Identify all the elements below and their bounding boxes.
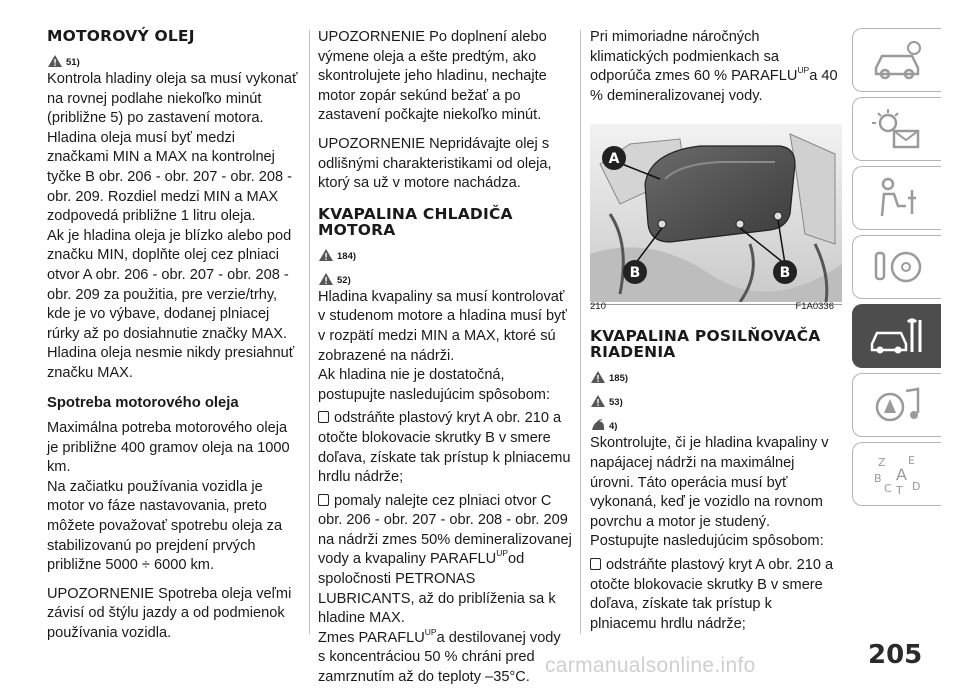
safety-icon (868, 176, 926, 220)
checkbox-bullet-icon (318, 411, 329, 423)
tab-index[interactable] (852, 442, 941, 506)
svg-text:B: B (874, 472, 882, 485)
tab-multimedia[interactable] (852, 373, 941, 437)
paragraph: Ak je hladina oleja je blízko alebo pod značku MIN, doplňte olej cez plniaci otvor A obr. 206 - obr. 207 - obr. 208 - obr. 209 za použitia, pre verzie/trhy, kde je vo výbave, dodanej plniacej rúrky až po dosiahnutie značky MAX. (47, 227, 292, 342)
tab-car-info[interactable] (852, 28, 941, 92)
svg-text:T: T (896, 484, 903, 496)
warning-triangle-icon (590, 394, 606, 408)
paragraph: Pri mimoriadne náročných klimatických podmienkach sa odporúča zmes 60 % $PARAFLU^{UP}a$ 40 % demineralizovanej vody. (590, 29, 838, 104)
section-title-engine-oil: MOTOROVÝ OLEJ (47, 27, 195, 45)
tab-warning-lights[interactable] (852, 97, 941, 161)
paragraph: Maximálna potreba motorového oleja je približne 400 gramov oleja na 1000 km. (47, 420, 290, 476)
svg-text:B: B (779, 265, 791, 282)
warning-ref: 52) (318, 266, 572, 286)
column-divider (580, 30, 581, 634)
car-info-icon (868, 38, 926, 82)
section-title-power-steering: KVAPALINA POSILŇOVAČA RIADENIA (590, 327, 821, 362)
paragraph: Kontrola hladiny oleja sa musí vykonať na rovnej podlahe niekoľko minút (približne 5) po zastavení motora. Hladina oleja musí byť medzi značkami MIN a MAX na kontrolnej tyčke B obr. 206 - obr. 207 - obr. 208 - obr. 209. Rozdiel medzi MIN a MAX zodpovedá približne 1 litru oleja. (47, 71, 298, 225)
paragraph: Postupujte nasledujúcim spôsobom: (590, 533, 824, 550)
environment-hand-icon (590, 418, 606, 432)
svg-text:D: D (912, 480, 921, 493)
multimedia-icon (868, 383, 926, 427)
paragraph: Skontrolujte, či je hladina kvapaliny v napájacej nádrži na maximálnej úrovni. Táto operácia musí byť vykonaná, keď je vozidlo na rovnom povrchu a motor je studený. (590, 435, 829, 530)
warning-triangle-icon (318, 272, 334, 286)
paragraph: Ak hladina nie je dostatočná, postupujte nasledujúcim spôsobom: (318, 367, 551, 403)
tab-starting-driving[interactable] (852, 235, 941, 299)
paragraph: Hladina kvapaliny sa musí kontrolovať v studenom motore a hladina musí byť v rozpätí medzi MIN a MAX, ktoré sú zobrazené na nádrži. (318, 288, 567, 364)
bullet-item: odstráňte plastový kryt A obr. 210 a otočte blokovacie skrutky B v smere doľava, získate tak prístup k plniacemu hrdlu nádrže; (590, 556, 834, 632)
warning-ref: 53) (590, 388, 842, 408)
bullet-item: odstráňte plastový kryt A obr. 210 a otočte blokovacie skrutky B v smere doľava, získate tak prístup k plniacemu hrdlu nádrže; (318, 410, 571, 486)
svg-text:C: C (884, 482, 892, 495)
svg-text:B: B (629, 265, 641, 282)
tab-maintenance[interactable] (852, 304, 941, 368)
svg-text:A: A (896, 465, 907, 484)
figure-number: 210 (590, 300, 606, 312)
column-divider (309, 30, 310, 634)
checkbox-bullet-icon (590, 558, 601, 570)
warning-ref: 184) (318, 242, 572, 262)
bullet-item: pomaly nalejte cez plniaci otvor C obr. 206 - obr. 207 - obr. 208 - obr. 209 na nádrži zmes 50% demineralizovanej vody a kvapaliny $PARAFLU^{UP}od$ spoločnosti PETRONAS LUBRICANTS, až do priblíženia sa k hladine MAX. (318, 492, 572, 627)
paragraph: Hladina oleja nesmie nikdy presiahnuť značku MAX. (47, 345, 295, 381)
maintenance-icon (868, 314, 926, 358)
warning-ref: 4) (590, 412, 842, 432)
chapter-index-sidebar (852, 28, 946, 511)
engine-bay-illustration (590, 124, 842, 302)
warning-ref: 51) (47, 48, 299, 68)
watermark: carmanualsonline.info (545, 654, 756, 677)
svg-text:A: A (608, 151, 620, 168)
figure-210 (590, 124, 842, 312)
paragraph-note: UPOZORNENIE Nepridávajte olej s odlišnými charakteristikami od oleja, ktorý sa už v motore nachádza. (318, 135, 552, 192)
warning-ref: 185) (590, 364, 842, 384)
subheading-oil-consumption: Spotreba motorového oleja (47, 394, 239, 411)
warning-triangle-icon (47, 54, 63, 68)
warning-lights-icon (868, 107, 926, 151)
section-title-coolant: KVAPALINA CHLADIČA MOTORA (318, 204, 513, 239)
tab-safety[interactable] (852, 166, 941, 230)
column-1 (47, 28, 299, 644)
index-icon (868, 452, 926, 496)
checkbox-bullet-icon (318, 494, 329, 506)
starting-driving-icon (868, 245, 926, 289)
column-3 (590, 28, 842, 634)
warning-triangle-icon (318, 248, 334, 262)
paragraph-note: UPOZORNENIE Po doplnení alebo výmene oleja a ešte predtým, ako skontrolujete jeho hladinu, nechajte motor zopár sekúnd bežať a po zastavení počkajte niekoľko minút. (318, 29, 547, 124)
page-number: 205 (868, 640, 923, 670)
paragraph: Zmes $PARAFLU^{UP}a$ destilovanej vody s koncentráciou 50 % chráni pred zamrznutím až do teploty –35°C. (318, 626, 561, 686)
column-2 (318, 28, 572, 688)
warning-triangle-icon (590, 370, 606, 384)
svg-text:E: E (908, 454, 915, 467)
svg-text:Z: Z (878, 456, 886, 469)
figure-code: F1A0336 (795, 300, 834, 312)
paragraph-note: UPOZORNENIE Spotreba oleja veľmi závisí od štýlu jazdy a od podmienok používania vozidla. (47, 585, 292, 642)
paragraph: Na začiatku používania vozidla je motor vo fáze nastavovania, preto môžete považovať spotrebu oleja za stabilizovanú po prejdení prvých približne 5000 ÷ 6000 km. (47, 478, 283, 574)
